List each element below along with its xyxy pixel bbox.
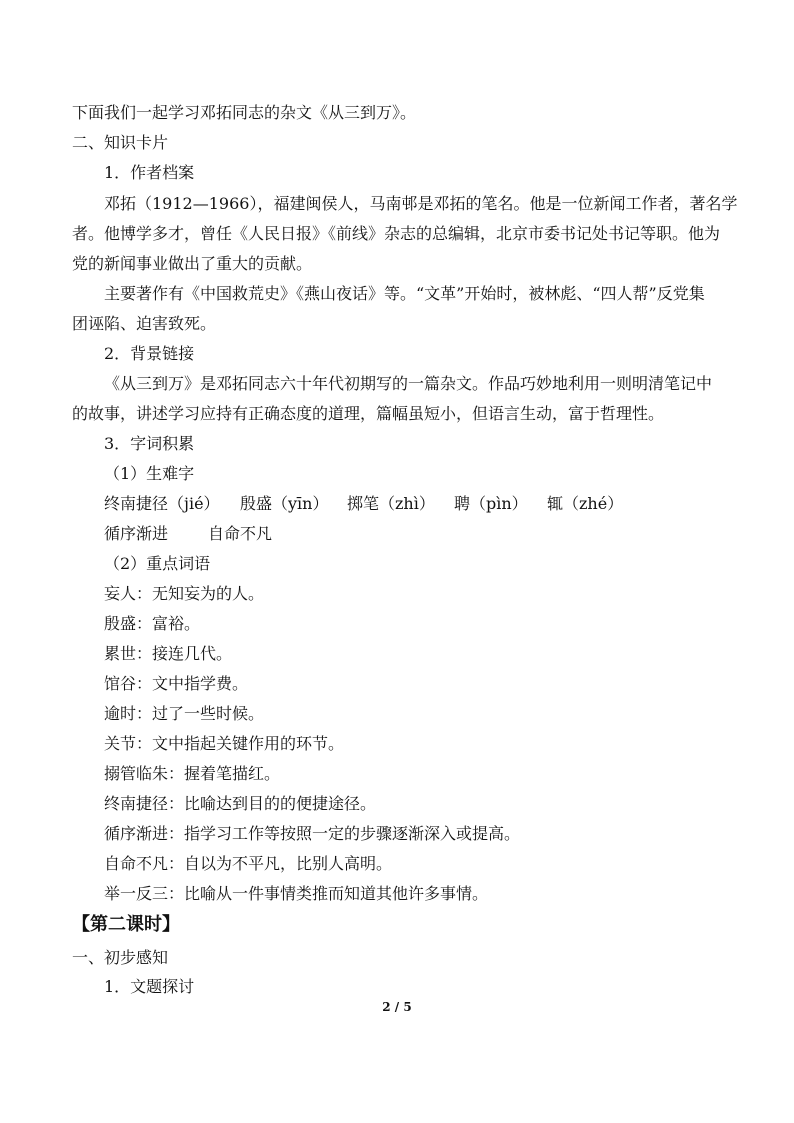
rare-char-item: 辄（zhé） (547, 494, 624, 513)
key-word-entry: 逾时：过了一些时候。 (104, 704, 265, 723)
section-title-initial-perception: 一、初步感知 (72, 948, 169, 967)
key-word-entry: 终南捷径：比喻达到目的的便捷途径。 (104, 794, 377, 813)
author-works-line: 团诬陷、迫害致死。 (72, 314, 217, 333)
key-word-entry: 馆谷：文中指学费。 (104, 674, 249, 693)
key-word-entry: 妄人：无知妄为的人。 (104, 584, 265, 603)
intro-line: 下面我们一起学习邓拓同志的杂文《从三到万》。 (72, 103, 417, 122)
rare-char-item: 终南捷径（jié） (104, 494, 220, 513)
author-paragraph-line: 者。他博学多才，曾任《人民日报》《前线》杂志的总编辑，北京市委书记处书记等职。他为 (72, 224, 721, 243)
words-heading: 3．字词积累 (104, 434, 195, 453)
author-heading: 1．作者档案 (104, 163, 195, 182)
rare-char-item: 循序渐进 (104, 524, 169, 543)
author-paragraph-line: 党的新闻事业做出了重大的贡献。 (72, 254, 313, 273)
key-word-entry: 关节：文中指起关键作用的环节。 (104, 734, 345, 753)
background-heading: 2．背景链接 (104, 344, 195, 363)
key-word-entry: 举一反三：比喻从一件事情类推而知道其他许多事情。 (104, 884, 489, 903)
rare-char-item: 殷盛（yīn） (240, 494, 329, 513)
rare-char-item: 聘（pìn） (454, 494, 528, 513)
page-number: 2 / 5 (382, 1000, 412, 1014)
key-words-heading: （2）重点词语 (104, 554, 211, 573)
key-word-entry: 殷盛：富裕。 (104, 614, 201, 633)
key-word-entry: 搦管临朱：握着笔描红。 (104, 764, 281, 783)
key-word-entry: 自命不凡：自以为不平凡，比别人高明。 (104, 854, 393, 873)
author-paragraph-line: 邓拓（1912—1966），福建闽侯人，马南邨是邓拓的笔名。他是一位新闻工作者，著名学 (104, 194, 738, 213)
rare-char-item: 自命不凡 (208, 524, 273, 543)
lesson-heading: 【第二课时】 (72, 914, 180, 935)
author-works-line: 主要著作有《中国救荒史》《燕山夜话》等。“文革”开始时，被林彪、“四人帮”反党集 (104, 284, 705, 303)
rare-char-item: 掷笔（zhì） (347, 494, 435, 513)
background-line: 《从三到万》是邓拓同志六十年代初期写的一篇杂文。作品巧妙地利用一则明清笔记中 (104, 374, 713, 393)
rare-chars-heading: （1）生难字 (104, 464, 195, 483)
topic-heading: 1．文题探讨 (104, 977, 195, 996)
section-title-knowledge-card: 二、知识卡片 (72, 133, 169, 152)
key-word-entry: 循序渐进：指学习工作等按照一定的步骤逐渐深入或提高。 (104, 824, 521, 843)
background-line: 的故事，讲述学习应持有正确态度的道理，篇幅虽短小，但语言生动，富于哲理性。 (72, 404, 665, 423)
key-word-entry: 累世：接连几代。 (104, 644, 233, 663)
